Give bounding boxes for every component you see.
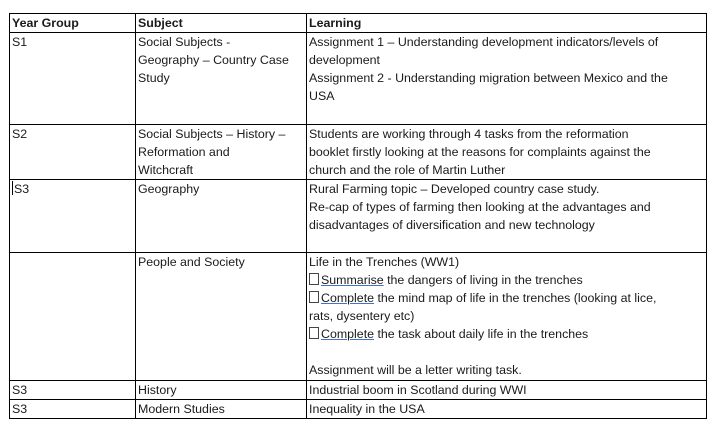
subject-cell: Modern Studies (136, 400, 307, 419)
table-row (10, 180, 707, 253)
task-text: the dangers of living in the trenches (383, 273, 583, 287)
learning-line: Rural Farming topic – Developed country case study. (309, 182, 600, 196)
checkbox-icon[interactable] (309, 291, 319, 303)
learning-line: booklet firstly looking at the reasons for complaints against the (309, 145, 651, 159)
task-item (309, 289, 705, 307)
subject-cell: History (136, 381, 307, 400)
subject-cell (136, 125, 307, 180)
task-list-title: Life in the Trenches (WW1) (309, 255, 460, 269)
learning-line: development (309, 53, 380, 67)
subject-line: Geography (138, 182, 200, 196)
header-subject: Subject (136, 14, 307, 33)
header-year-group: Year Group (10, 14, 136, 33)
checkbox-icon[interactable] (309, 327, 319, 339)
year-text: S3 (14, 182, 30, 196)
header-learning: Learning (307, 14, 707, 33)
learning-line: church and the role of Martin Luther (309, 163, 506, 177)
learning-line: USA (309, 89, 335, 103)
learning-cell (307, 33, 707, 125)
table-row (10, 381, 707, 400)
task-verb: Complete (321, 291, 375, 305)
year-cell: S2 (10, 125, 136, 180)
year-cell (10, 180, 136, 253)
blank-line (309, 343, 705, 361)
subject-line: Social Subjects – History – (138, 127, 286, 141)
subject-line: People and Society (138, 255, 245, 269)
learning-line: disadvantages of diversification and new technology (309, 218, 595, 232)
task-text: the task about daily life in the trenches (374, 327, 589, 341)
learning-cell (307, 253, 707, 381)
learning-cell (307, 180, 707, 253)
table-row (10, 125, 707, 180)
learning-line: Assignment 2 - Understanding migration between Mexico and the (309, 71, 668, 85)
subject-cell (136, 33, 307, 125)
table-header-row (10, 14, 707, 33)
task-verb: Summarise (321, 273, 384, 287)
subject-line: Social Subjects - (138, 35, 231, 49)
learning-cell: Industrial boom in Scotland during WWI (307, 381, 707, 400)
subject-cell (136, 180, 307, 253)
year-cell: S1 (10, 33, 136, 125)
table-row (10, 253, 707, 381)
subject-line: Geography – Country Case (138, 53, 289, 67)
task-text: the mind map of life in the trenches (looking at lice, (374, 291, 657, 305)
learning-cell: Inequality in the USA (307, 400, 707, 419)
subject-line: Reformation and (138, 145, 230, 159)
year-cell: S3 (10, 381, 136, 400)
table-row (10, 400, 707, 419)
learning-line: Assignment 1 – Understanding development indicators/levels of (309, 35, 659, 49)
text-cursor (12, 181, 13, 195)
year-cell (10, 253, 136, 381)
learning-line: Re-cap of types of farming then looking at the advantages and (309, 200, 651, 214)
task-continuation: rats, dysentery etc) (309, 309, 415, 323)
table-row (10, 33, 707, 125)
assignment-note: Assignment will be a letter writing task. (309, 363, 522, 377)
timetable (9, 13, 707, 419)
subject-line: Witchcraft (138, 163, 194, 177)
task-item (309, 325, 705, 343)
task-verb: Complete (321, 327, 375, 341)
subject-cell (136, 253, 307, 381)
subject-line: Study (138, 71, 170, 85)
learning-line: Students are working through 4 tasks from the reformation (309, 127, 629, 141)
checkbox-icon[interactable] (309, 273, 319, 285)
task-item (309, 271, 705, 289)
year-cell: S3 (10, 400, 136, 419)
learning-cell (307, 125, 707, 180)
